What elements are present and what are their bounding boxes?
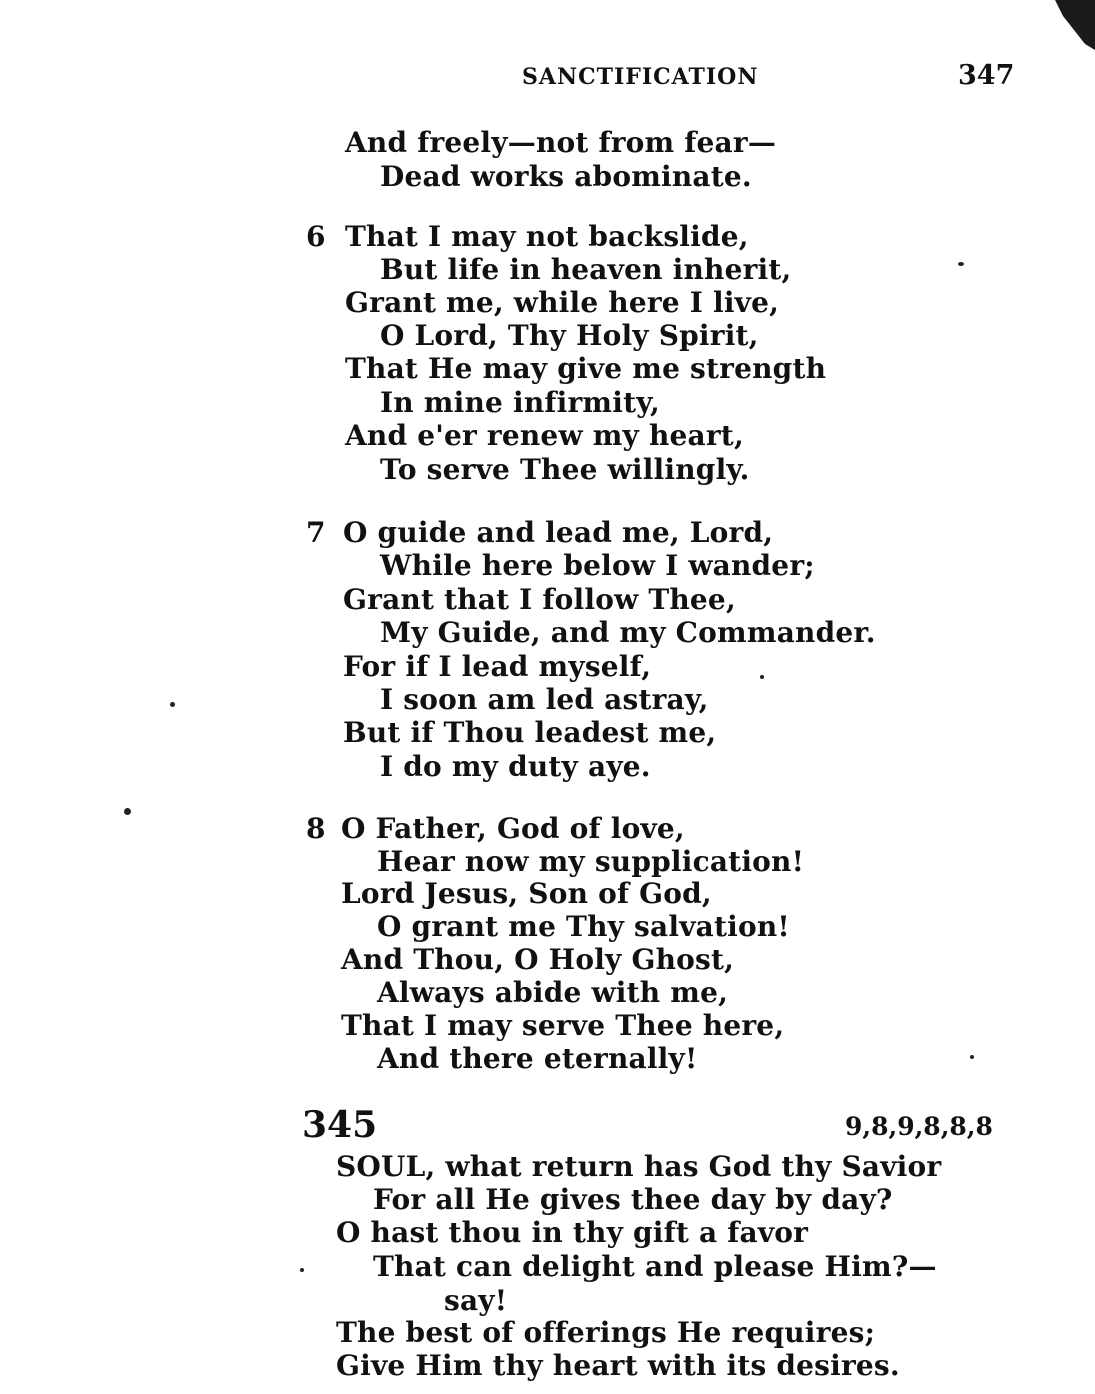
verse-7-line-5: For if I lead myself, [343,650,652,683]
verse-number-7: 7 [306,516,326,549]
verse-8-line-6: Always abide with me, [377,976,729,1009]
scan-speck [760,675,764,679]
verse-number-8: 8 [306,812,326,845]
hymn-345-line-6: The best of offerings He requires; [336,1316,876,1349]
continuation-line-1: And freely—not from fear— [345,126,777,159]
verse-7-line-4: My Guide, and my Commander. [380,616,876,649]
hymn-345-line-5: say! [444,1284,508,1317]
verse-6-line-4: O Lord, Thy Holy Spirit, [380,319,759,352]
verse-8-line-7: That I may serve Thee here, [341,1009,785,1042]
hymn-345-line-4: That can delight and please Him?— [373,1250,937,1283]
verse-7-line-1: O guide and lead me, Lord, [343,516,774,549]
scan-speck [170,702,175,707]
verse-6-line-5: That He may give me strength [345,352,827,385]
verse-6-line-8: To serve Thee willingly. [380,453,750,486]
verse-8-line-5: And Thou, O Holy Ghost, [341,943,735,976]
verse-7-line-7: But if Thou leadest me, [343,716,717,749]
verse-8-line-4: O grant me Thy salvation! [377,910,790,943]
scan-speck [300,1268,304,1272]
verse-7-line-3: Grant that I follow Thee, [343,583,736,616]
verse-8-line-8: And there eternally! [377,1042,698,1075]
hymn-number: 345 [302,1104,378,1146]
verse-number-6: 6 [306,220,326,253]
hymn-345-line-2: For all He gives thee day by day? [373,1183,893,1216]
running-header-title: SANCTIFICATION [522,64,759,90]
verse-6-line-1: That I may not backslide, [345,220,749,253]
page-number: 347 [958,60,1015,91]
verse-7-line-2: While here below I wander; [380,549,815,582]
verse-8-line-1: O Father, God of love, [341,812,685,845]
hymn-345-line-7: Give Him thy heart with its desires. [336,1349,900,1382]
continuation-line-2: Dead works abominate. [380,160,752,193]
verse-6-line-2: But life in heaven inherit, [380,253,792,286]
scan-speck [958,262,964,266]
verse-6-line-6: In mine infirmity, [380,386,660,419]
verse-7-line-6: I soon am led astray, [380,683,709,716]
hymn-meter: 9,8,9,8,8,8 [845,1112,993,1141]
hymn-345-line-3: O hast thou in thy gift a favor [336,1216,809,1249]
corner-ink-mark [1035,0,1095,50]
verse-8-line-2: Hear now my supplication! [377,845,805,878]
scan-speck [970,1055,974,1059]
verse-6-line-7: And e'er renew my heart, [345,419,744,452]
hymn-345-line-1: SOUL, what return has God thy Savior [336,1150,942,1183]
verse-7-line-8: I do my duty aye. [380,750,651,783]
scan-speck [124,808,131,815]
verse-8-line-3: Lord Jesus, Son of God, [341,877,712,910]
verse-6-line-3: Grant me, while here I live, [345,286,780,319]
